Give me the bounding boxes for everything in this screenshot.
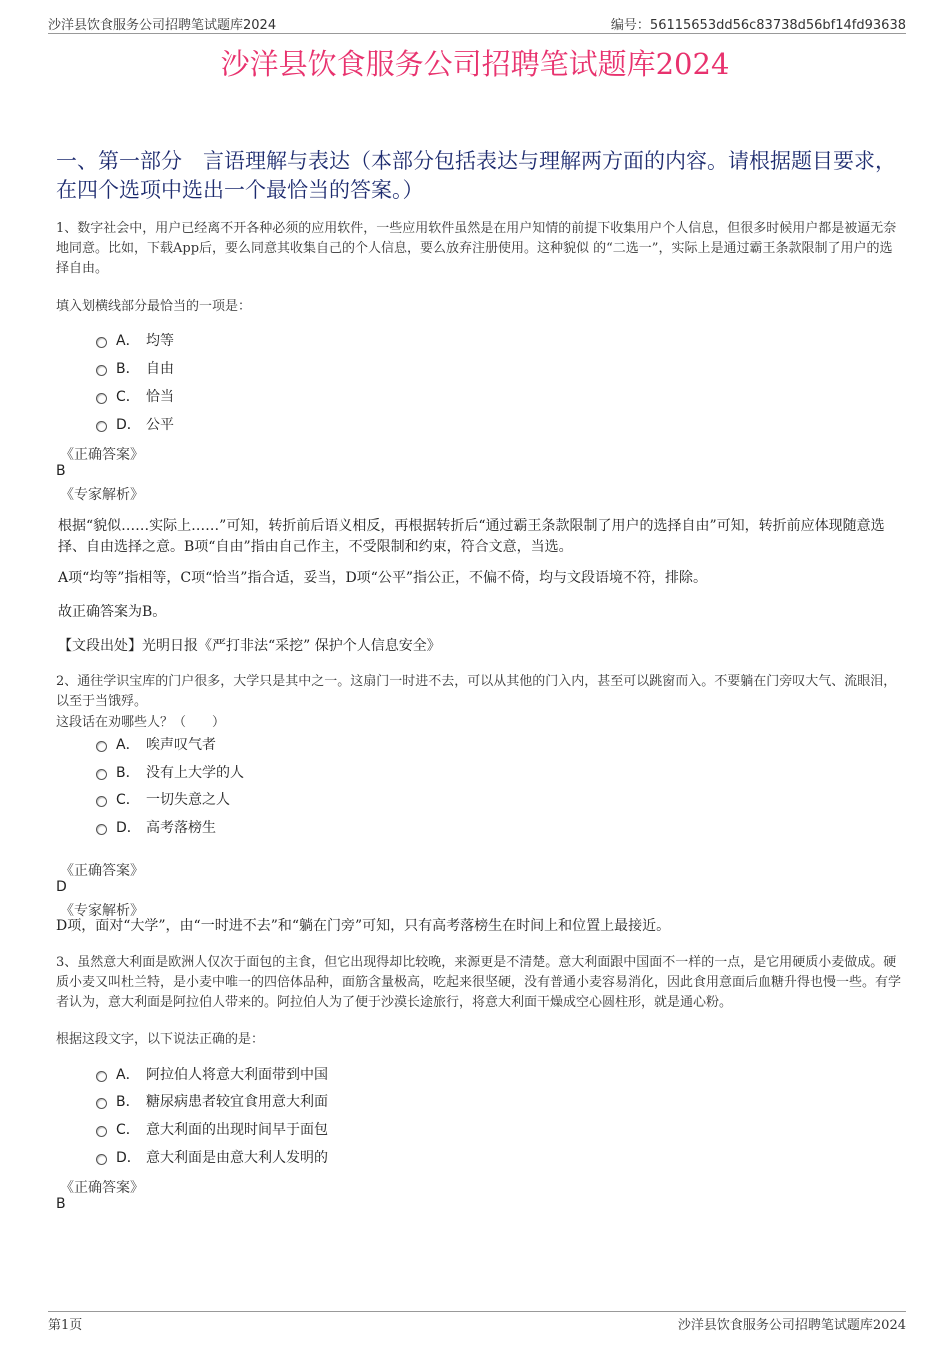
option-letter: B． xyxy=(116,1094,140,1110)
q2-prompt: 这段话在劝哪些人？（ ） xyxy=(56,715,226,730)
header-divider xyxy=(48,33,906,34)
header-doc-title: 沙洋县饮食服务公司招聘笔试题库2024 xyxy=(48,18,277,33)
q1-analysis-p3: 故正确答案为B。 xyxy=(58,604,167,620)
q1-answer-label: 《正确答案》 xyxy=(60,447,144,463)
option-text: 意大利面是由意大利人发明的 xyxy=(146,1150,328,1166)
page-suffix: 页 xyxy=(69,1318,83,1333)
q1-option-a[interactable] xyxy=(96,330,174,350)
q1-text: 1、数字社会中，用户已经离不开各种必须的应用软件，一些应用软件虽然是在用户知情的前提下收集用户个人信息，但很多时候用户都是被逼无奈地同意。比如，下载App后，要么同意其收集自己的个人信息，要么放弃注册使用。这种貌似 的“二选一”，实际上是通过霸王条款限制了用户的选择自由。 xyxy=(56,221,897,276)
radio-icon[interactable] xyxy=(96,796,107,807)
radio-icon[interactable] xyxy=(96,393,107,404)
option-letter: B． xyxy=(116,361,140,377)
header-code-label: 编号： xyxy=(610,18,650,33)
header-doc-code xyxy=(611,14,906,33)
option-letter: A． xyxy=(116,333,140,349)
radio-icon[interactable] xyxy=(96,365,107,376)
q2-answer: D xyxy=(56,879,67,895)
q2-option-c[interactable] xyxy=(96,789,230,809)
q1-analysis-p1: 根据“貌似……实际上……”可知，转折前后语义相反，再根据转折后“通过霸王条款限制了用户的选择自由”可知，转折前应体现随意选择、自由选择之意。B项“自由”指由自己作主，不受限制和约束，符合文意，当选。 xyxy=(58,518,885,555)
q1-option-d[interactable] xyxy=(96,414,174,434)
q3-option-b[interactable] xyxy=(96,1091,328,1111)
option-text: 唉声叹气者 xyxy=(146,737,216,753)
q1-option-b[interactable] xyxy=(96,358,174,378)
q2-answer-label: 《正确答案》 xyxy=(60,863,144,879)
q3-answer: B xyxy=(56,1196,66,1212)
option-text: 糖尿病患者较宜食用意大利面 xyxy=(146,1094,328,1110)
option-text: 公平 xyxy=(146,417,174,433)
option-text: 均等 xyxy=(146,333,174,349)
option-letter: D． xyxy=(116,820,141,836)
q3-prompt: 根据这段文字，以下说法正确的是： xyxy=(56,1032,265,1047)
q1-analysis-p2: A项“均等”指相等，C项“恰当”指合适，妥当，D项“公平”指公正，不偏不倚，均与文段语境不符，排除。 xyxy=(58,570,707,586)
page-num: 1 xyxy=(61,1318,70,1333)
q2-option-a[interactable] xyxy=(96,734,216,754)
option-letter: C． xyxy=(116,792,140,808)
q1-answer: B xyxy=(56,463,66,479)
q2-analysis: D项，面对“大学”，由“一时进不去”和“躺在门旁”可知，只有高考落榜生在时间上和位置上最接近。 xyxy=(56,918,671,934)
option-letter: A． xyxy=(116,1067,140,1083)
footer-divider xyxy=(48,1311,906,1312)
option-letter: D． xyxy=(116,417,141,433)
option-text: 没有上大学的人 xyxy=(146,765,244,781)
radio-icon[interactable] xyxy=(96,769,107,780)
radio-icon[interactable] xyxy=(96,741,107,752)
footer-doc-title: 沙洋县饮食服务公司招聘笔试题库2024 xyxy=(677,1318,906,1333)
radio-icon[interactable] xyxy=(96,1098,107,1109)
option-text: 意大利面的出现时间早于面包 xyxy=(146,1122,328,1138)
option-letter: A． xyxy=(116,737,140,753)
option-text: 高考落榜生 xyxy=(146,820,216,836)
q1-option-c[interactable] xyxy=(96,386,174,406)
option-letter: C． xyxy=(116,389,140,405)
q2-text: 2、通往学识宝库的门户很多，大学只是其中之一。这扇门一时进不去，可以从其他的门入内，甚至可以跳窗而入。不要躺在门旁叹大气、流眼泪，以至于当饿殍。 xyxy=(56,674,897,709)
option-text: 阿拉伯人将意大利面带到中国 xyxy=(146,1067,328,1083)
radio-icon[interactable] xyxy=(96,1071,107,1082)
header-code-value: 56115653dd56c83738d56bf14fd93638 xyxy=(649,18,906,33)
option-text: 自由 xyxy=(146,361,174,377)
q3-answer-label: 《正确答案》 xyxy=(60,1180,144,1196)
radio-icon[interactable] xyxy=(96,824,107,835)
q3-option-c[interactable] xyxy=(96,1119,328,1139)
q1-source: 【文段出处】光明日报《严打非法“采挖” 保护个人信息安全》 xyxy=(58,638,441,654)
radio-icon[interactable] xyxy=(96,1154,107,1165)
option-letter: B． xyxy=(116,765,140,781)
radio-icon[interactable] xyxy=(96,421,107,432)
option-text: 恰当 xyxy=(146,389,174,405)
q2-option-d[interactable] xyxy=(96,817,216,837)
q1-prompt: 填入划横线部分最恰当的一项是： xyxy=(56,299,252,314)
section-heading: 一、第一部分 言语理解与表达（本部分包括表达与理解两方面的内容。请根据题目要求，在四个选项中选出一个最恰当的答案。） xyxy=(56,149,896,202)
page-number xyxy=(48,1314,82,1333)
radio-icon[interactable] xyxy=(96,1126,107,1137)
q3-option-a[interactable] xyxy=(96,1064,328,1084)
q2-analysis-label: 《专家解析》 xyxy=(60,903,144,919)
option-letter: D． xyxy=(116,1150,141,1166)
page-prefix: 第 xyxy=(48,1318,62,1333)
q2-option-b[interactable] xyxy=(96,762,244,782)
page-title: 沙洋县饮食服务公司招聘笔试题库2024 xyxy=(220,47,730,81)
q1-analysis-label: 《专家解析》 xyxy=(60,487,144,503)
q3-text: 3、虽然意大利面是欧洲人仅次于面包的主食，但它出现得却比较晚，来源更是不清楚。意大利面跟中国面不一样的一点，是它用硬质小麦做成。硬质小麦又叫杜兰特，是小麦中唯一的四倍体品种，面筋含量极高，吃起来很坚硬，没有普通小麦容易消化，因此食用意面后血糖升得也慢一些。有学者认为，意大利面是阿拉伯人带来的。阿拉伯人为了便于沙漠长途旅行，将意大利面干燥成空心圆柱形，就是通心粉。 xyxy=(56,955,902,1010)
q3-option-d[interactable] xyxy=(96,1147,328,1167)
option-text: 一切失意之人 xyxy=(146,792,230,808)
option-letter: C． xyxy=(116,1122,140,1138)
radio-icon[interactable] xyxy=(96,337,107,348)
